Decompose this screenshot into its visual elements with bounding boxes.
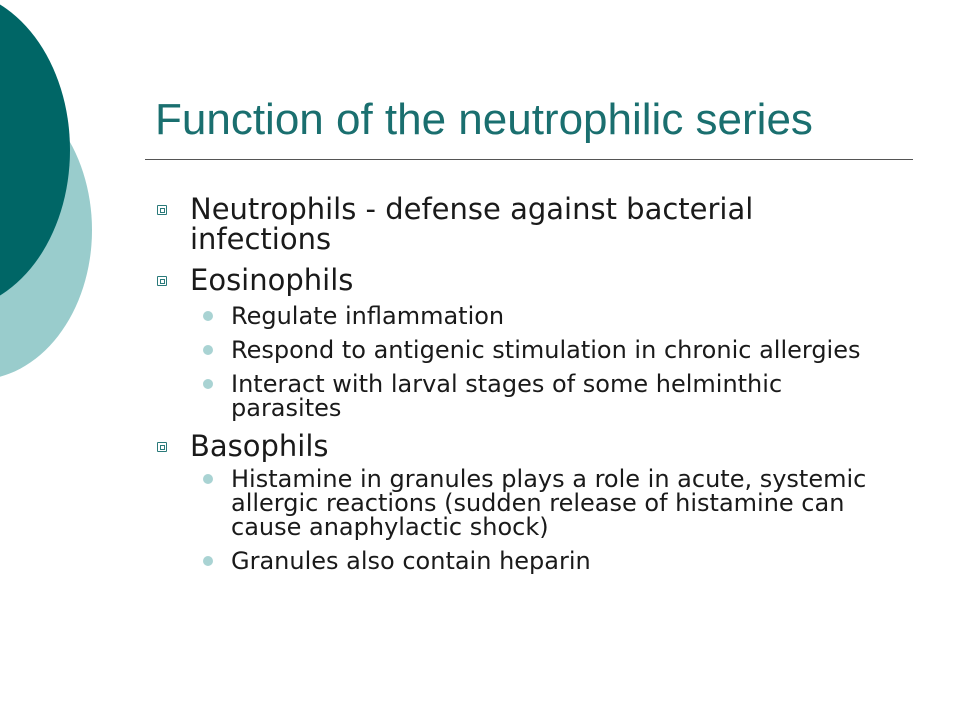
list-item-label: Eosinophils bbox=[190, 263, 354, 297]
dot-bullet-icon bbox=[203, 556, 213, 566]
title-divider bbox=[145, 159, 913, 160]
sub-list-item bbox=[190, 304, 897, 328]
slide-title: Function of the neutrophilic series bbox=[155, 95, 813, 144]
sub-list-item bbox=[190, 338, 897, 362]
square-bullet-icon bbox=[157, 442, 167, 452]
list-item-label: Neutrophils - defense against bacterial infections bbox=[190, 192, 754, 256]
bullet-list bbox=[157, 194, 897, 584]
square-bullet-icon bbox=[157, 276, 167, 286]
list-item-basophils bbox=[157, 431, 897, 573]
dot-bullet-icon bbox=[203, 379, 213, 389]
dot-bullet-icon bbox=[203, 474, 213, 484]
sub-list bbox=[190, 304, 897, 420]
sub-list bbox=[190, 467, 897, 573]
sub-list-item bbox=[190, 549, 897, 573]
dot-bullet-icon bbox=[203, 311, 213, 321]
list-item-eosinophils bbox=[157, 265, 897, 420]
sub-list-item-label: Granules also contain heparin bbox=[231, 547, 591, 575]
sub-list-item-label: Histamine in granules plays a role in acute, systemic allergic reactions (sudden release of histamine can cause anaphylactic shock) bbox=[231, 465, 867, 541]
sub-list-item-label: Respond to antigenic stimulation in chronic allergies bbox=[231, 336, 861, 364]
list-item-neutrophils bbox=[157, 194, 897, 254]
sub-list-item bbox=[190, 372, 897, 420]
sub-list-item-label: Regulate inflammation bbox=[231, 302, 505, 330]
sub-list-item-label: Interact with larval stages of some helminthic parasites bbox=[231, 370, 783, 422]
dot-bullet-icon bbox=[203, 345, 213, 355]
sub-list-item bbox=[190, 467, 897, 539]
square-bullet-icon bbox=[157, 205, 167, 215]
list-item-label: Basophils bbox=[190, 429, 329, 463]
